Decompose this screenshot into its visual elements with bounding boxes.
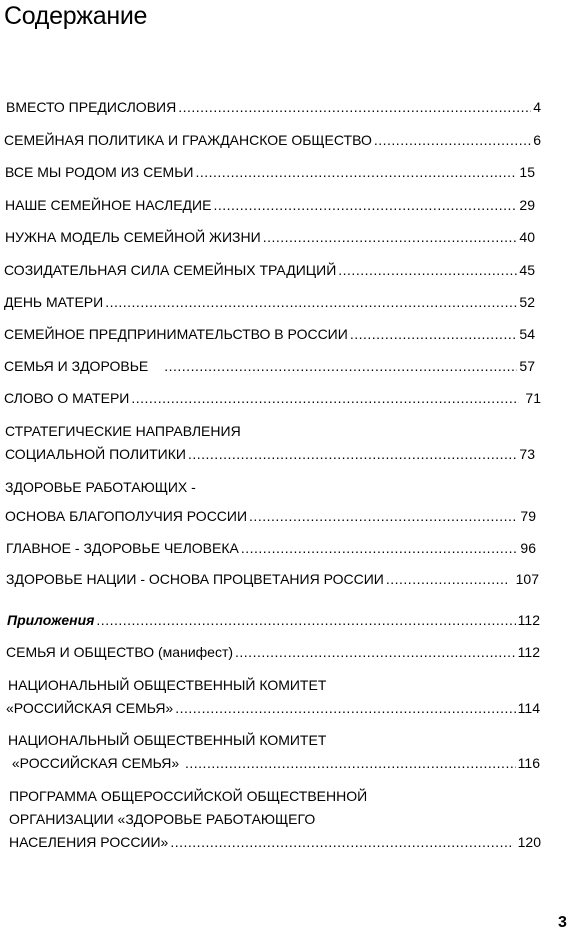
dot-leader [131,389,519,407]
toc-entry-title: ГЛАВНОЕ - ЗДОРОВЬЕ ЧЕЛОВЕКА [6,540,239,556]
toc-entry-title: ОСНОВА БЛАГОПОЛУЧИЯ РОССИИ [5,508,248,524]
toc-entry[interactable] [5,163,535,181]
toc-entry[interactable] [6,643,540,661]
dot-leader [241,539,519,557]
toc-entry[interactable] [6,539,536,557]
dot-leader [235,643,516,661]
toc-entry-title[interactable]: НАЦИОНАЛЬНЫЙ ОБЩЕСТВЕННЫЙ КОМИТЕТ [8,732,327,748]
toc-entry[interactable] [6,699,540,717]
toc-entry[interactable] [9,833,541,851]
toc-entry[interactable] [5,445,535,463]
toc-entry[interactable] [5,507,536,525]
toc-entry-title: СЛОВО О МАТЕРИ [4,390,130,406]
toc-entry[interactable] [4,131,541,149]
toc-entry-page: 73 [519,446,535,462]
toc-entry-title[interactable]: ОРГАНИЗАЦИИ «ЗДОРОВЬЕ РАБОТАЮЩЕГО [9,811,316,827]
toc-entry-title: СЕМЬЯ И ОБЩЕСТВО (манифест) [6,644,234,660]
toc-entry-title: НУЖНА МОДЕЛЬ СЕМЕЙНОЙ ЖИЗНИ [5,229,261,245]
toc-entry[interactable] [8,754,540,772]
toc-entry-title: ВСЕ МЫ РОДОМ ИЗ СЕМЬИ [5,164,194,180]
dot-leader [105,293,517,311]
dot-leader [185,754,516,772]
toc-entry-page: 71 [525,390,541,406]
dot-leader [338,261,517,279]
toc-entry-page: 79 [520,508,536,524]
toc-entry-page: 45 [519,262,535,278]
toc-entry-page: 114 [517,700,540,716]
toc-entry-page: 107 [515,571,539,587]
toc-entry-title[interactable]: ЗДОРОВЬЕ РАБОТАЮЩИХ - [5,479,196,495]
dot-leader [164,357,517,375]
toc-entry[interactable] [6,570,539,588]
toc-entry-page: 52 [519,294,535,310]
dot-leader [96,611,515,629]
dot-leader [374,131,531,149]
toc-entry-title: НАСЕЛЕНИЯ РОССИИ» [9,834,169,850]
toc-entry-title: СОЗИДАТЕЛЬНАЯ СИЛА СЕМЕЙНЫХ ТРАДИЦИЙ [4,262,337,278]
toc-entry-title: «РОССИЙСКАЯ СЕМЬЯ» [6,700,174,716]
toc-entry-page: 120 [517,834,541,850]
toc-entry-title: НАШЕ СЕМЕЙНОЕ НАСЛЕДИЕ [5,197,212,213]
toc-entry-page: 112 [517,612,540,628]
toc-entry[interactable] [5,228,535,246]
dot-leader [263,228,518,246]
dot-leader [249,507,518,525]
dot-leader [195,163,517,181]
toc-entry-title: ДЕНЬ МАТЕРИ [4,294,104,310]
dot-leader [213,196,517,214]
dot-leader [175,699,515,717]
toc-entry-page: 29 [519,197,535,213]
toc-entry-title[interactable]: НАЦИОНАЛЬНЫЙ ОБЩЕСТВЕННЫЙ КОМИТЕТ [8,677,327,693]
toc-entry-title[interactable]: СТРАТЕГИЧЕСКИЕ НАПРАВЛЕНИЯ [5,423,241,439]
toc-entry[interactable] [6,98,541,116]
dot-leader [170,833,511,851]
page-number: 3 [558,914,567,931]
dot-leader [386,570,510,588]
dot-leader [350,325,518,343]
toc-entry-title: СЕМЕЙНОЕ ПРЕДПРИНИМАТЕЛЬСТВО В РОССИИ [4,326,348,342]
toc-entry-page: 112 [517,644,540,660]
toc-entry[interactable] [5,196,535,214]
toc-entry[interactable] [7,611,540,629]
toc-entry-page: 54 [519,326,535,342]
toc-entry-title: ЗДОРОВЬЕ НАЦИИ - ОСНОВА ПРОЦВЕТАНИЯ РОССИИ [6,571,384,587]
toc-entry-page: 15 [519,164,535,180]
toc-entry-title: ВМЕСТО ПРЕДИСЛОВИЯ [6,99,177,115]
toc-entry-page: 4 [533,99,541,115]
toc-entry-title: СЕМЬЯ И ЗДОРОВЬЕ [4,358,149,374]
toc-entry-page: 116 [517,755,540,771]
toc-entry[interactable] [4,357,535,375]
page-title: Содержание [4,2,148,30]
toc-entry-title[interactable]: ПРОГРАММА ОБЩЕРОССИЙСКОЙ ОБЩЕСТВЕННОЙ [9,788,368,804]
toc-entry-title: «РОССИЙСКАЯ СЕМЬЯ» [8,755,183,771]
toc-entry-page: 96 [520,540,536,556]
toc-entry-title: СОЦИАЛЬНОЙ ПОЛИТИКИ [5,446,186,462]
toc-entry[interactable] [4,261,535,279]
dot-leader [188,445,517,463]
toc-entry-page: 40 [519,229,535,245]
toc-entry[interactable] [4,293,535,311]
toc-entry[interactable] [4,389,541,407]
toc-entry-page: 6 [533,132,541,148]
toc-entry-title: Приложения [7,612,95,628]
toc-entry-page: 57 [519,358,535,374]
dot-leader [178,98,531,116]
toc-entry[interactable] [4,325,535,343]
toc-entry-title: СЕМЕЙНАЯ ПОЛИТИКА И ГРАЖДАНСКОЕ ОБЩЕСТВО [4,132,372,148]
